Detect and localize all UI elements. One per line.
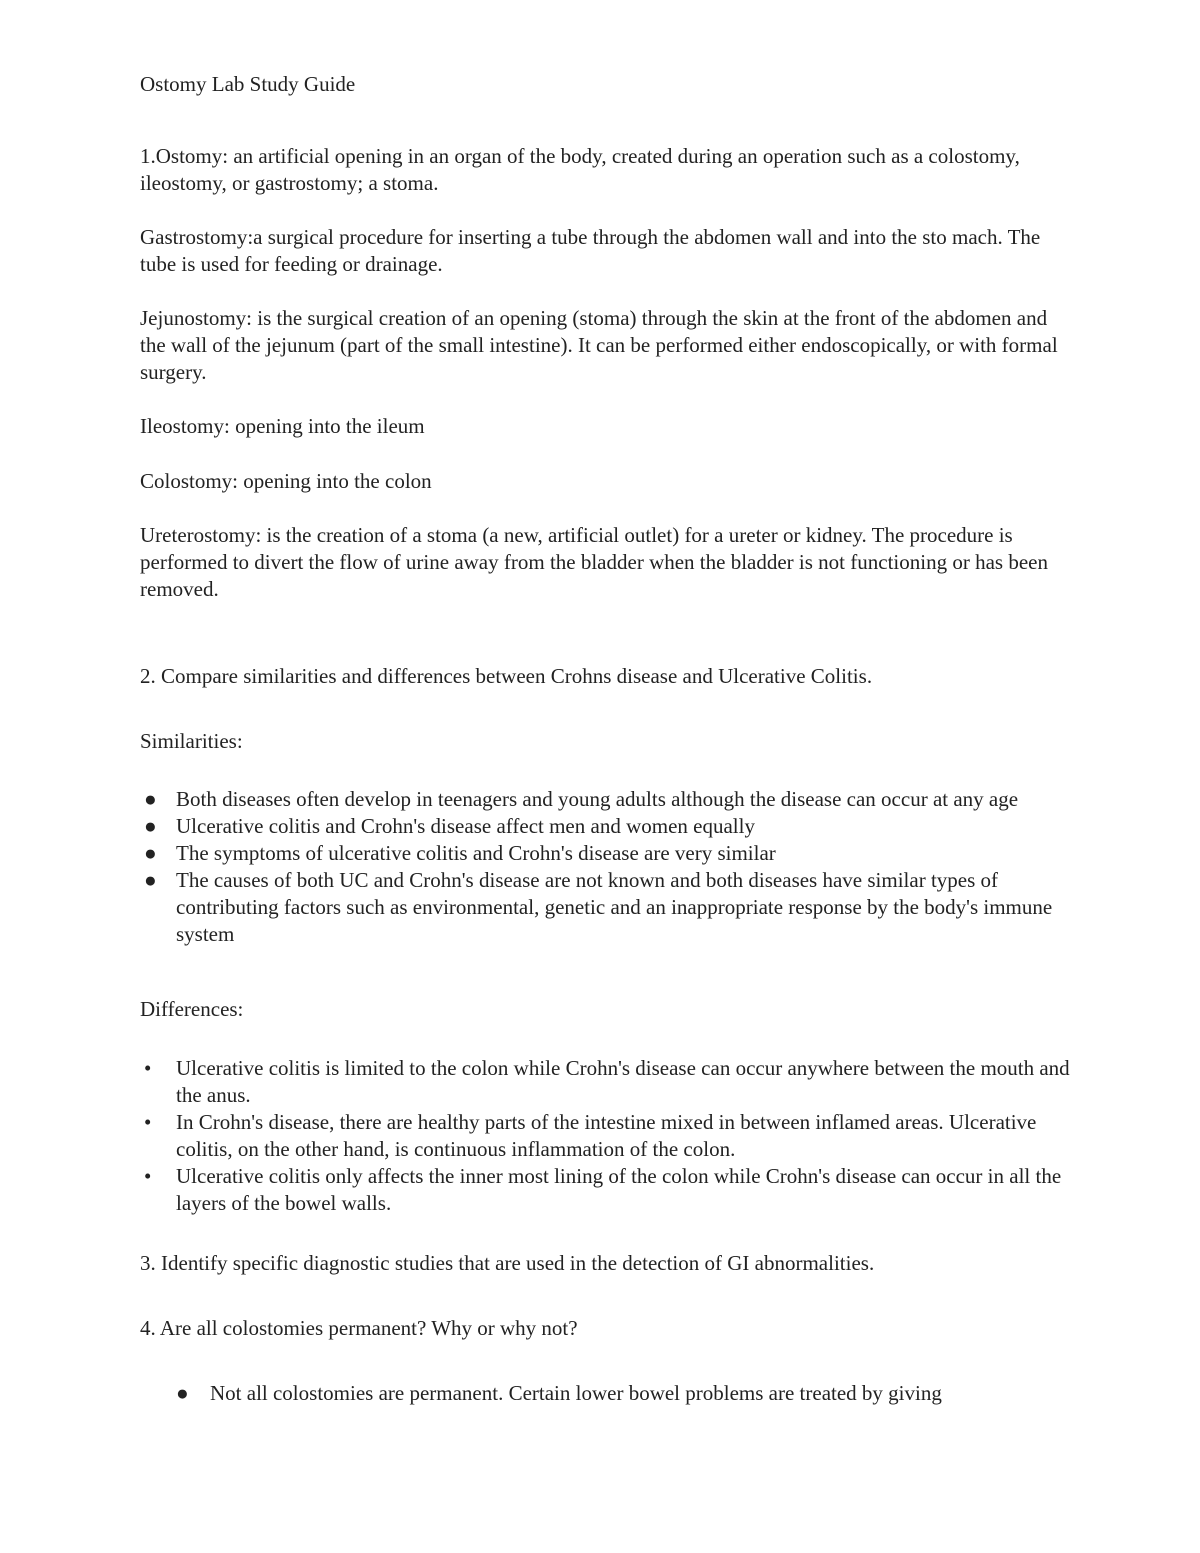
ileostomy-definition: Ileostomy: opening into the ileum [140, 414, 425, 438]
list-item [140, 867, 1070, 948]
similarities-list [140, 786, 1070, 948]
list-item-text: Ulcerative colitis only affects the inner most lining of the colon while Crohn's disease can occur in all the layers of the bowel walls. [176, 1164, 1062, 1215]
list-item-text: In Crohn's disease, there are healthy parts of the intestine mixed in between inflamed areas. Ulcerative colitis, on the other hand, is continuous inflammation of the colon. [176, 1110, 1037, 1161]
list-item [140, 1163, 1070, 1217]
list-item [140, 786, 1070, 813]
gastrostomy-definition: Gastrostomy:a surgical procedure for inserting a tube through the abdomen wall and into the sto mach. The tube is used for feeding or drainage. [140, 225, 1041, 276]
list-item [140, 1109, 1070, 1163]
differences-list [140, 1055, 1070, 1217]
ostomy-definition: 1.Ostomy: an artificial opening in an organ of the body, created during an operation such as a colostomy, ileostomy, or gastrostomy; a stoma. [140, 144, 1020, 195]
ureterostomy-definition: Ureterostomy: is the creation of a stoma (a new, artificial outlet) for a ureter or kidney. The procedure is performed to divert the flow of urine away from the bladder when the bladder is not functioning or has been removed. [140, 523, 1048, 601]
bullet-icon: • [144, 1110, 152, 1134]
differences-heading: Differences: [140, 997, 244, 1021]
bullet-icon: • [144, 1056, 152, 1080]
colostomy-definition: Colostomy: opening into the colon [140, 469, 432, 493]
list-item-text: Ulcerative colitis and Crohn's disease affect men and women equally [176, 814, 755, 838]
question-2: 2. Compare similarities and differences between Crohns disease and Ulcerative Colitis. [140, 664, 873, 688]
document-title: Ostomy Lab Study Guide [140, 72, 356, 96]
list-item [140, 1055, 1070, 1109]
q4-answer-list [140, 1380, 1070, 1407]
bullet-icon: ● [176, 1381, 189, 1405]
similarities-heading: Similarities: [140, 729, 243, 753]
bullet-icon: ● [144, 841, 157, 865]
list-item [140, 840, 1070, 867]
jejunostomy-definition: Jejunostomy: is the surgical creation of an opening (stoma) through the skin at the front of the abdomen and the wall of the jejunum (part of the small intestine). It can be performed either endoscopically, or with formal surgery. [140, 306, 1058, 384]
bullet-icon: • [144, 1164, 152, 1188]
list-item [140, 813, 1070, 840]
bullet-icon: ● [144, 868, 157, 892]
question-3: 3. Identify specific diagnostic studies that are used in the detection of GI abnormalities. [140, 1251, 875, 1275]
list-item-text: Both diseases often develop in teenagers and young adults although the disease can occur at any age [176, 787, 1019, 811]
list-item [140, 1380, 1070, 1407]
bullet-icon: ● [144, 787, 157, 811]
list-item-text: The causes of both UC and Crohn's disease are not known and both diseases have similar types of contributing factors such as environmental, genetic and an inappropriate response by the body's immune system [176, 868, 1053, 946]
question-4: 4. Are all colostomies permanent? Why or why not? [140, 1316, 578, 1340]
bullet-icon: ● [144, 814, 157, 838]
list-item-text: Ulcerative colitis is limited to the colon while Crohn's disease can occur anywhere between the mouth and the anus. [176, 1056, 1070, 1107]
list-item-text: Not all colostomies are permanent. Certain lower bowel problems are treated by giving [210, 1381, 942, 1405]
list-item-text: The symptoms of ulcerative colitis and Crohn's disease are very similar [176, 841, 776, 865]
